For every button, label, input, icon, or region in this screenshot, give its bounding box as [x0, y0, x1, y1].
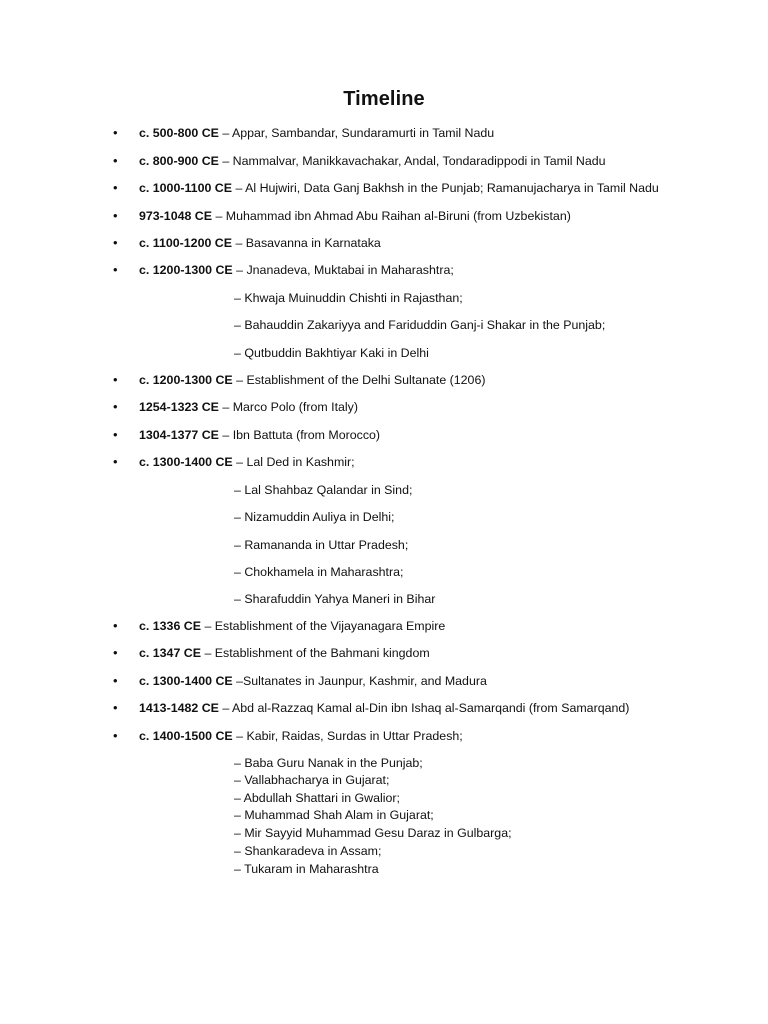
bullet-icon: • [113, 180, 118, 195]
item-description: – Appar, Sambandar, Sundaramurti in Tamil Nadu [218, 126, 495, 140]
item-date: c. 1200-1300 CE [139, 373, 233, 387]
bullet-icon: • [113, 454, 118, 469]
subitem-text: – Tukaram in Maharashtra [234, 862, 379, 876]
item-text [139, 673, 487, 689]
bullet-icon: • [113, 399, 118, 414]
subitem-text: – Nizamuddin Auliya in Delhi; [234, 510, 395, 524]
item-text [139, 618, 445, 634]
item-date: 973-1048 CE [139, 209, 213, 223]
bullet-icon: • [113, 235, 118, 250]
item-text [139, 180, 659, 196]
item-description: – Establishment of the Delhi Sultanate (1206) [232, 373, 486, 387]
item-text [139, 208, 571, 224]
item-text [139, 399, 358, 415]
item-description: – Nammalvar, Manikkavachakar, Andal, Tondaradippodi in Tamil Nadu [218, 154, 606, 168]
item-text [139, 728, 463, 744]
item-description: – Establishment of the Bahmani kingdom [201, 646, 430, 660]
bullet-icon: • [113, 618, 118, 633]
subitem-text: – Baba Guru Nanak in the Punjab; [234, 756, 423, 770]
subitem-text: – Abdullah Shattari in Gwalior; [234, 791, 400, 805]
bullet-icon: • [113, 700, 118, 715]
item-description: – Establishment of the Vijayanagara Empire [201, 619, 446, 633]
item-date: c. 1400-1500 CE [139, 729, 233, 743]
item-text [139, 372, 485, 388]
subitem-text: – Qutbuddin Bakhtiyar Kaki in Delhi [234, 346, 429, 360]
item-text [139, 700, 629, 716]
item-description: – Muhammad ibn Ahmad Abu Raihan al-Biruni (from Uzbekistan) [212, 209, 571, 223]
subitem-text: – Shankaradeva in Assam; [234, 844, 382, 858]
item-date: c. 1300-1400 CE [139, 455, 233, 469]
bullet-icon: • [113, 673, 118, 688]
item-date: 1304-1377 CE [139, 428, 219, 442]
item-date: c. 1347 CE [139, 646, 201, 660]
item-date: 1413-1482 CE [139, 701, 219, 715]
item-description: – Lal Ded in Kashmir; [232, 455, 355, 469]
item-date: c. 800-900 CE [139, 154, 219, 168]
item-text [139, 153, 606, 169]
bullet-icon: • [113, 208, 118, 223]
subitem-text: – Vallabhacharya in Gujarat; [234, 773, 390, 787]
bullet-icon: • [113, 153, 118, 168]
item-date: c. 1200-1300 CE [139, 263, 233, 277]
subitem-text: – Bahauddin Zakariyya and Fariduddin Ganj-i Shakar in the Punjab; [234, 318, 606, 332]
bullet-icon: • [113, 427, 118, 442]
item-date: c. 1300-1400 CE [139, 674, 233, 688]
subitem-text: – Lal Shahbaz Qalandar in Sind; [234, 483, 413, 497]
subitem-text: – Mir Sayyid Muhammad Gesu Daraz in Gulbarga; [234, 826, 512, 840]
item-text [139, 454, 355, 470]
item-description: – Marco Polo (from Italy) [218, 400, 359, 414]
item-date: c. 1336 CE [139, 619, 201, 633]
item-date: c. 1000-1100 CE [139, 181, 233, 195]
item-description: – Basavanna in Karnataka [232, 236, 381, 250]
item-description: –Sultanates in Jaunpur, Kashmir, and Madura [232, 674, 487, 688]
item-date: c. 1100-1200 CE [139, 236, 233, 250]
subitem-text: – Sharafuddin Yahya Maneri in Bihar [234, 592, 436, 606]
item-text [139, 235, 381, 251]
subitem-text: – Khwaja Muinuddin Chishti in Rajasthan; [234, 291, 463, 305]
item-text [139, 645, 430, 661]
bullet-icon: • [113, 262, 118, 277]
item-description: – Al Hujwiri, Data Ganj Bakhsh in the Punjab; Ramanujacharya in Tamil Nadu [232, 181, 659, 195]
item-date: 1254-1323 CE [139, 400, 219, 414]
subitem-text: – Ramananda in Uttar Pradesh; [234, 538, 409, 552]
bullet-icon: • [113, 372, 118, 387]
item-text [139, 262, 454, 278]
page-title: Timeline [343, 88, 425, 110]
item-description: – Ibn Battuta (from Morocco) [218, 428, 381, 442]
bullet-icon: • [113, 645, 118, 660]
subitem-text: – Muhammad Shah Alam in Gujarat; [234, 808, 434, 822]
item-description: – Abd al-Razzaq Kamal al-Din ibn Ishaq al-Samarqandi (from Samarqand) [218, 701, 630, 715]
item-text [139, 125, 494, 141]
item-description: – Kabir, Raidas, Surdas in Uttar Pradesh; [232, 729, 463, 743]
item-date: c. 500-800 CE [139, 126, 219, 140]
subitem-text: – Chokhamela in Maharashtra; [234, 565, 404, 579]
bullet-icon: • [113, 125, 118, 140]
item-description: – Jnanadeva, Muktabai in Maharashtra; [232, 263, 454, 277]
item-text [139, 427, 380, 443]
bullet-icon: • [113, 728, 118, 743]
